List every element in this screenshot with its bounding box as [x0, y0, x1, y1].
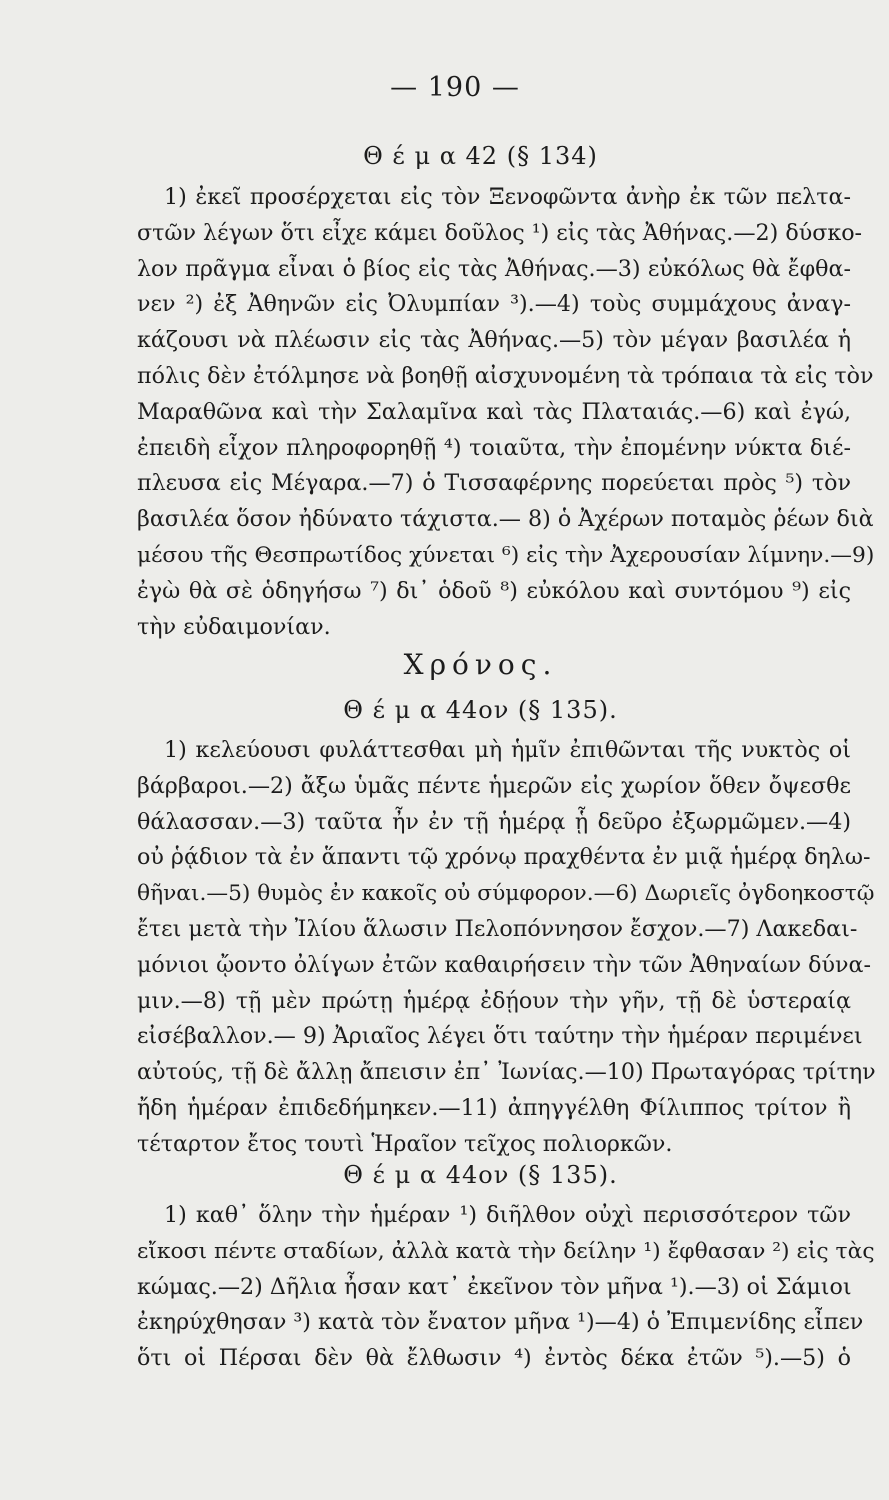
text-line: Μαραθῶνα καὶ τὴν Σαλαμῖνα καὶ τὰς Πλαταιάς.—6) καὶ ἐγώ,	[137, 398, 851, 425]
section-3-paragraph	[110, 1198, 875, 1377]
section-heading-theme-44-b: Θ έ μ α 44ον (§ 135).	[343, 1161, 618, 1189]
text-line: ἐκηρύχθησαν ³) κατὰ τὸν ἔνατον μῆνα ¹)—4) ὁ Ἐπιμενίδης εἶπεν	[137, 1309, 864, 1336]
text-line: 1) καθ᾽ ὅλην τὴν ἡμέραν ¹) διῆλθον οὐχὶ περισσότερον τῶν	[164, 1202, 851, 1228]
text-line: τὴν εὐδαιμονίαν.	[137, 613, 331, 640]
text-line: τέταρτον ἔτος τουτὶ Ἡραῖον τεῖχος πολιορκῶν.	[137, 1130, 673, 1157]
text-line: ἐγὼ θὰ σὲ ὁδηγήσω ⁷) δι᾽ ὁδοῦ ⁸) εὐκόλου καὶ συντόμου ⁹) εἰς	[137, 577, 851, 604]
section-heading-theme-44-a: Θ έ μ α 44ον (§ 135).	[343, 696, 618, 724]
text-line: θῆναι.—5) θυμὸς ἐν κακοῖς οὐ σύμφορον.—6) Δωριεῖς ὀγδοηκοστῷ	[137, 881, 875, 907]
section-heading-theme-42: Θ έ μ α 42 (§ 134)	[363, 142, 598, 170]
text-line: εἰσέβαλλον.— 9) Ἀριαῖος λέγει ὅτι ταύτην τὴν ἡμέραν περιμένει	[137, 1023, 863, 1050]
text-line: μέσου τῆς Θεσπρωτίδος χύνεται ⁶) εἰς τὴν Ἀχερουσίαν λίμνην.—9)	[137, 542, 875, 568]
text-line: κώμας.—2) Δῆλια ἦσαν κατ᾽ ἐκεῖνον τὸν μῆνα ¹).—3) οἱ Σάμιοι	[137, 1273, 852, 1300]
text-line: μόνιοι ᾤοντο ὀλίγων ἐτῶν καθαιρήσειν τὴν τῶν Ἀθηναίων δύνα-	[137, 951, 871, 978]
text-line: ἤδη ἡμέραν ἐπιδεδήμηκεν.—11) ἀπηγγέλθη Φίλιππος τρίτον ἢ	[137, 1094, 851, 1121]
text-line: αὐτούς, τῇ δὲ ἄλλῃ ἄπεισιν ἐπ᾽ Ἰωνίας.—10) Πρωταγόρας τρίτην	[137, 1059, 876, 1086]
chronos-heading: Χρόνος.	[403, 648, 558, 681]
text-line: πλευσα εἰς Μέγαρα.—7) ὁ Τισσαφέρνης πορεύεται πρὸς ⁵) τὸν	[137, 470, 851, 497]
text-line: 1) ἐκεῖ προσέρχεται εἰς τὸν Ξενοφῶντα ἀνὴρ ἐκ τῶν πελτα-	[164, 184, 851, 210]
text-line: ὅτι οἱ Πέρσαι δὲν θὰ ἔλθωσιν ⁴) ἐντὸς δέκα ἐτῶν ⁵).—5) ὁ	[137, 1345, 851, 1372]
text-line: ἔτει μετὰ τὴν Ἰλίου ἅλωσιν Πελοπόννησον ἔσχον.—7) Λακεδαι-	[137, 915, 858, 942]
text-line: βάρβαροι.—2) ἄξω ὑμᾶς πέντε ἡμερῶν εἰς χωρίον ὅθεν ὄψεσθε	[137, 772, 851, 799]
text-line: οὐ ῥᾴδιον τὰ ἐν ἅπαντι τῷ χρόνῳ πραχθέντα ἐν μιᾷ ἡμέρᾳ δηλω-	[137, 844, 871, 871]
text-line: κάζουσι νὰ πλέωσιν εἰς τὰς Ἀθήνας.—5) τὸν μέγαν βασιλέα ἡ	[137, 327, 851, 354]
text-line: εἴκοσι πέντε σταδίων, ἀλλὰ κατὰ τὴν δείλην ¹) ἔφθασαν ²) εἰς τὰς	[137, 1238, 875, 1264]
text-line: λον πρᾶγμα εἶναι ὁ βίος εἰς τὰς Ἀθήνας.—3) εὐκόλως θὰ ἔφθα-	[137, 255, 851, 282]
text-line: νεν ²) ἐξ Ἀθηνῶν εἰς Ὀλυμπίαν ³).—4) τοὺς συμμάχους ἀναγ-	[137, 291, 851, 318]
text-line: μιν.—8) τῇ μὲν πρώτῃ ἡμέρᾳ ἐδῄουν τὴν γῆν, τῇ δὲ ὑστεραίᾳ	[137, 987, 851, 1014]
text-line: 1) κελεύουσι φυλάττεσθαι μὴ ἡμῖν ἐπιθῶνται τῆς νυκτὸς οἱ	[164, 737, 851, 763]
text-line: πόλις δὲν ἐτόλμησε νὰ βοηθῇ αἰσχυνομένη τὰ τρόπαια τὰ εἰς τὸν	[137, 362, 874, 389]
text-line: ἐπειδὴ εἶχον πληροφορηθῇ ⁴) τοιαῦτα, τὴν ἐπομένην νύκτα διέ-	[137, 434, 851, 461]
text-line: βασιλέα ὅσον ἠδύνατο τάχιστα.— 8) ὁ Ἀχέρων ποταμὸς ῥέων διὰ	[137, 506, 874, 533]
text-line: στῶν λέγων ὅτι εἶχε κάμει δοῦλος ¹) εἰς τὰς Ἀθήνας.—2) δύσκο-	[137, 219, 863, 246]
section-1-paragraph	[110, 180, 875, 645]
page-number: — 190 —	[390, 72, 520, 103]
section-2-paragraph	[110, 733, 876, 1163]
text-line: θάλασσαν.—3) ταῦτα ἦν ἐν τῇ ἡμέρᾳ ᾗ δεῦρο ἐξωρμῶμεν.—4)	[137, 808, 851, 835]
